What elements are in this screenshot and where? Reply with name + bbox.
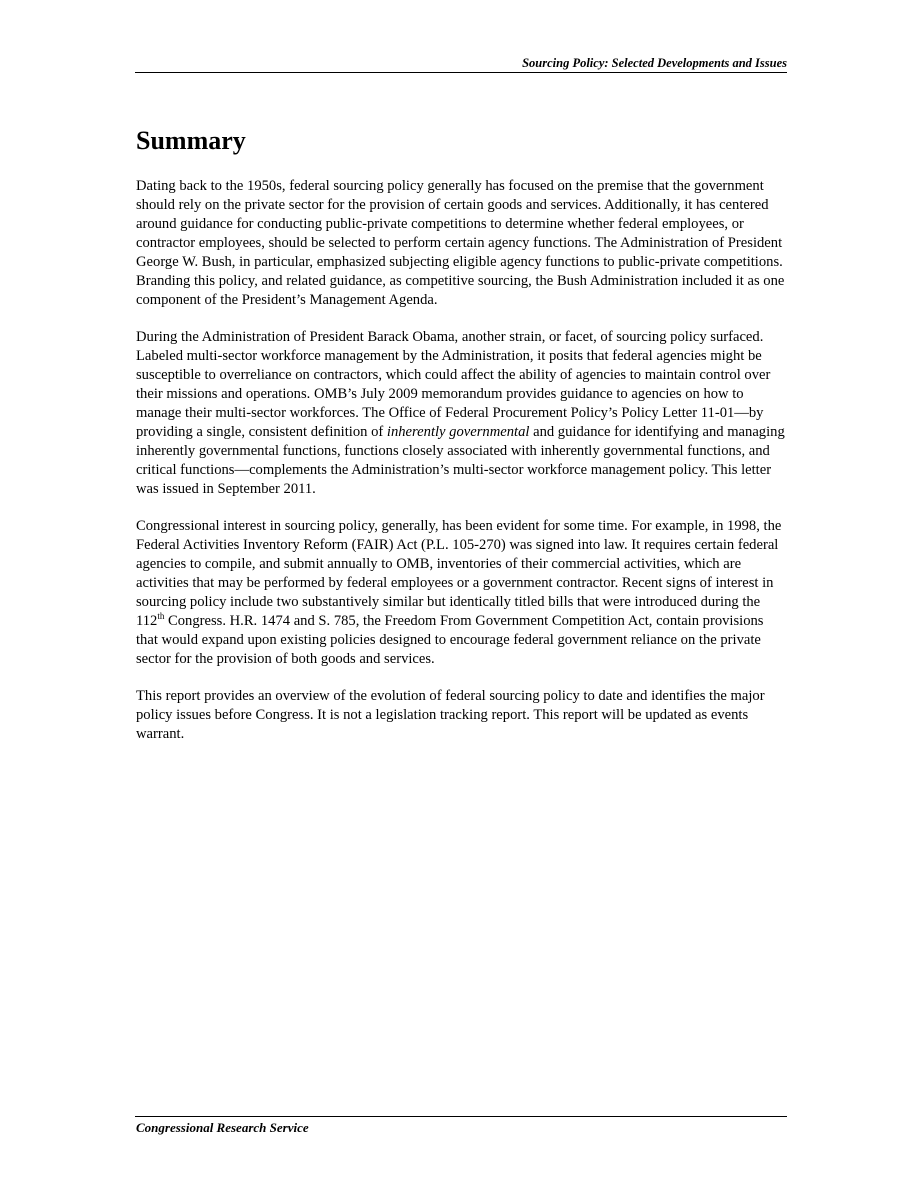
paragraph-2: [136, 328, 788, 499]
summary-body: [136, 177, 788, 762]
page-title: Summary: [136, 126, 246, 155]
paragraph-3-text-b: Congress. H.R. 1474 and S. 785, the Freedom From Government Competition Act, contain provisions that would expand upon existing policies designed to encourage federal government reliance on the private sector for the provision of both goods and services.: [136, 613, 764, 667]
paragraph-2-text-a: During the Administration of President Barack Obama, another strain, or facet, of sourcing policy surfaced. Labeled multi-sector workforce management by the Administration, it posits that federal agencies might be susceptible to overreliance on contractors, which could affect the ability of agencies to maintain control over their missions and operations. OMB’s July 2009 memorandum provides guidance to agencies on how to manage their multi-sector workforces. The Office of Federal Procurement Policy’s Policy Letter 11-01—by providing a single, consistent definition of: [136, 329, 771, 440]
paragraph-1: Dating back to the 1950s, federal sourcing policy generally has focused on the premise that the government should rely on the private sector for the provision of certain goods and services. Additionally, it has centered around guidance for conducting public-private competitions to determine whether federal employees, or contractor employees, should be selected to perform certain agency functions. The Administration of President George W. Bush, in particular, emphasized subjecting eligible agency functions to public-private competitions. Branding this policy, and related guidance, as competitive sourcing, the Bush Administration included it as one component of the President’s Management Agenda.: [136, 178, 785, 308]
paragraph-3-text-a: Congressional interest in sourcing policy, generally, has been evident for some time. For example, in 1998, the Federal Activities Inventory Reform (FAIR) Act (P.L. 105-270) was signed into law. It requires certain federal agencies to compile, and submit annually to OMB, inventories of their commercial activities, which are activities that may be performed by federal employees or a government contractor. Recent signs of interest in sourcing policy include two substantively similar but identically titled bills that were introduced during the 112: [136, 518, 782, 629]
footer-divider: [135, 1116, 787, 1117]
ordinal-superscript: th: [157, 611, 165, 621]
running-footer: Congressional Research Service: [136, 1120, 309, 1135]
inherently-governmental-term: inherently governmental: [386, 424, 530, 440]
paragraph-2-text-b: and guidance for identifying and managing inherently governmental functions, functions closely associated with inherently governmental functions, and critical functions—complements the Administration’s multi-sector workforce management policy. This letter was issued in September 2011.: [136, 424, 785, 497]
running-header: Sourcing Policy: Selected Developments and Issues: [522, 56, 787, 70]
paragraph-4: This report provides an overview of the evolution of federal sourcing policy to date and identifies the major policy issues before Congress. It is not a legislation tracking report. This report will be updated as events warrant.: [136, 688, 765, 742]
header-divider: [135, 72, 787, 73]
paragraph-3: [136, 517, 788, 669]
